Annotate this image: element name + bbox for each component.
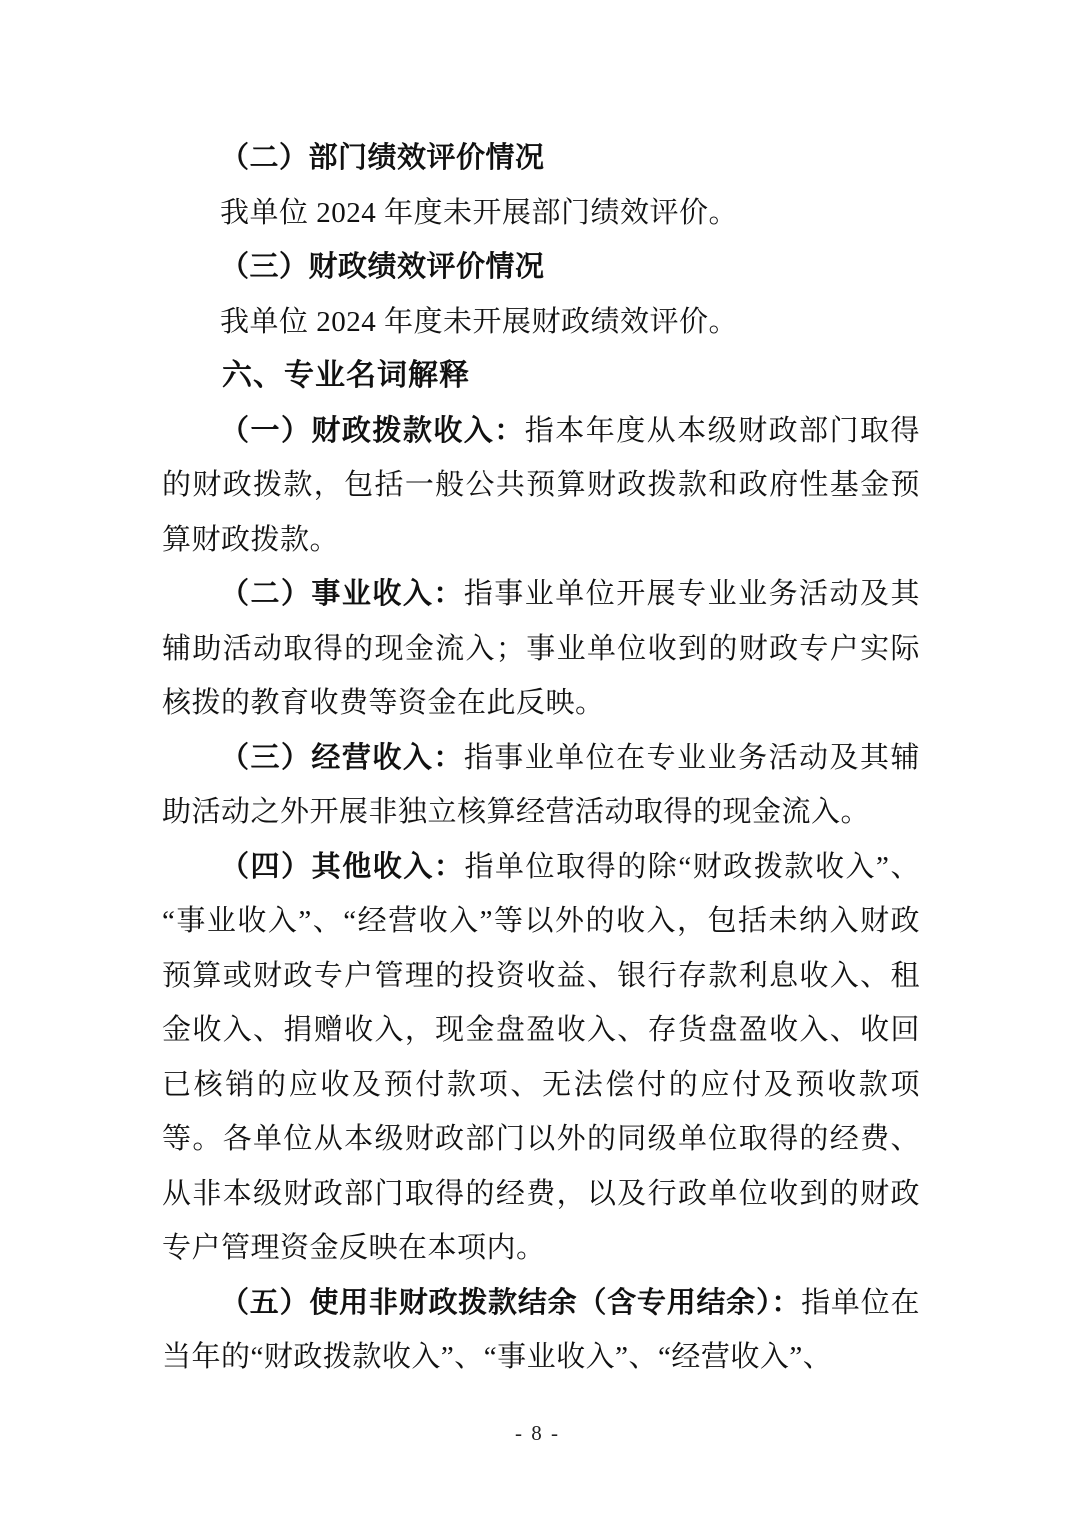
term-label: （五）使用非财政拨款结余（含专用结余）： bbox=[220, 1286, 802, 1319]
term-definition-non-fiscal-surplus bbox=[162, 1276, 920, 1385]
page-number: - 8 - bbox=[515, 1421, 560, 1445]
paragraph-fiscal-performance-statement bbox=[162, 295, 920, 350]
term-label: （四）其他收入： bbox=[220, 850, 465, 883]
term-definition-text: 指单位取得的除“财政拨款收入”、“事业收入”、“经营收入”等以外的收入，包括未纳入财政预算或财政专户管理的投资收益、银行存款利息收入、租金收入、捐赠收入，现金盘盈收入、存货盘盈收入、收回已核销的应收及预付款项、无法偿付的应付及预收款项等。各单位从本级财政部门以外的同级单位取得的经费、从非本级财政部门取得的经费，以及行政单位收到的财政专户管理资金反映在本项内。 bbox=[162, 850, 920, 1264]
term-label: （二）事业收入： bbox=[220, 578, 464, 610]
term-definition-business-income bbox=[162, 731, 920, 840]
document-body bbox=[162, 131, 920, 1385]
subheading-dept-performance-eval bbox=[162, 131, 920, 186]
section-heading-text: 六、专业名词解释 bbox=[222, 359, 470, 392]
term-label: （一）财政拨款收入： bbox=[220, 414, 525, 447]
term-definition-text: 指事业单位在专业业务活动及其辅助活动之外开展非独立核算经营活动取得的现金流入。 bbox=[162, 741, 920, 828]
subheading-text: （三）财政绩效评价情况 bbox=[220, 251, 545, 283]
section-heading-terminology bbox=[162, 349, 920, 404]
paragraph-text: 我单位 2024 年度未开展部门绩效评价。 bbox=[220, 196, 739, 229]
term-definition-fiscal-appropriation-income bbox=[162, 404, 920, 568]
term-definition-operating-unit-income bbox=[162, 567, 920, 731]
term-label: （三）经营收入： bbox=[220, 741, 464, 774]
subheading-fiscal-performance-eval bbox=[162, 240, 920, 295]
term-definition-text: 指事业单位开展专业业务活动及其辅助活动取得的现金流入；事业单位收到的财政专户实际核拨的教育收费等资金在此反映。 bbox=[162, 578, 920, 719]
paragraph-dept-performance-statement bbox=[162, 186, 920, 241]
term-definition-text: 指单位在当年的“财政拨款收入”、“事业收入”、“经营收入”、 bbox=[162, 1286, 920, 1373]
term-definition-other-income bbox=[162, 840, 920, 1276]
term-definition-text: 指本年度从本级财政部门取得的财政拨款，包括一般公共预算财政拨款和政府性基金预算财政拨款。 bbox=[162, 414, 920, 556]
paragraph-text: 我单位 2024 年度未开展财政绩效评价。 bbox=[220, 305, 739, 338]
subheading-text: （二）部门绩效评价情况 bbox=[220, 142, 545, 174]
